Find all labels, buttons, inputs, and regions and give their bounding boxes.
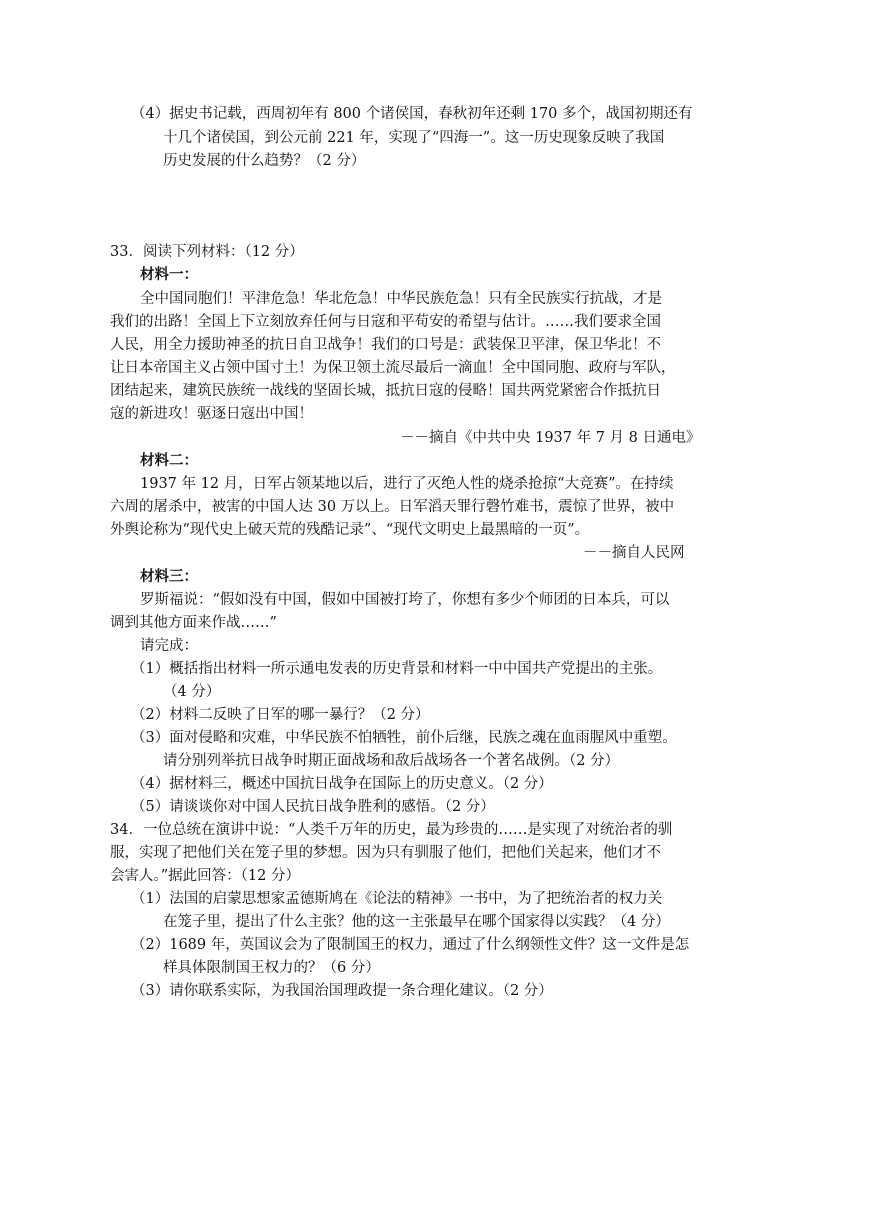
material-1-line: 让日本帝国主义占领中国寸土！为保卫领土流尽最后一滴血！全中国同胞、政府与军队， bbox=[110, 360, 676, 376]
q33-subquestion-3-cont: 请分别列举抗日战争时期正面战场和敌后战场各一个著名战例。（2 分） bbox=[163, 753, 620, 769]
material-3-line: 罗斯福说：“假如没有中国，假如中国被打垮了，你想有多少个师团的日本兵，可以 bbox=[140, 592, 670, 608]
material-1-line: 团结起来，建筑民族统一战线的坚固长城，抵抗日寇的侵略！国共两党紧密合作抵抗日 bbox=[110, 383, 661, 399]
material-1-line: 全中国同胞们！平津危急！华北危急！中华民族危急！只有全民族实行抗战，才是 bbox=[140, 291, 662, 307]
q33-subquestion-1: （1）概括指出材料一所示通电发表的历史背景和材料一中中国共产党提出的主张。 bbox=[131, 661, 663, 677]
material-3-title: 材料三： bbox=[140, 568, 198, 585]
q32-part4-line3: 历史发展的什么趋势？（2 分） bbox=[163, 153, 366, 169]
material-2-source: －－摘自人民网 bbox=[583, 545, 685, 561]
material-1-line: 我们的出路！全国上下立刻放弃任何与日寇和平苟安的希望与估计。……我们要求全国 bbox=[110, 314, 661, 330]
material-1-title: 材料一： bbox=[140, 266, 198, 283]
material-2-title: 材料二： bbox=[140, 452, 198, 469]
q33-subquestion-1-cont: （4 分） bbox=[163, 684, 221, 700]
material-2-line: 六周的屠杀中，被害的中国人达 30 万以上。日军滔天罪行磬竹难书，震惊了世界，被中 bbox=[110, 499, 675, 515]
q33-subquestion-3: （3）面对侵略和灾难，中华民族不怕牺牲，前仆后继，民族之魂在血雨腥风中重塑。 bbox=[131, 730, 677, 746]
q34-intro-line: 34．一位总统在演讲中说：“人类千万年的历史，最为珍贵的……是实现了对统治者的驯 bbox=[110, 822, 673, 838]
q32-part4-line2: 十几个诸侯国，到公元前 221 年，实现了“四海一”。这一历史现象反映了我国 bbox=[163, 130, 665, 146]
material-3-line: 调到其他方面来作战……” bbox=[110, 615, 277, 631]
material-2-line: 外舆论称为“现代史上破天荒的残酷记录”、“现代文明史上最黑暗的一页”。 bbox=[110, 522, 590, 538]
q34-intro-line: 服，实现了把他们关在笼子里的梦想。因为只有驯服了他们，把他们关起来，他们才不 bbox=[110, 845, 661, 861]
material-1-line: 寇的新进攻！驱逐日寇出中国！ bbox=[110, 406, 313, 422]
q34-subquestion-2-cont: 样具体限制国王权力的？（6 分） bbox=[163, 960, 380, 976]
material-1-line: 人民，用全力援助神圣的抗日自卫战争！我们的口号是：武装保卫平津，保卫华北！不 bbox=[110, 337, 661, 353]
q34-subquestion-2: （2）1689 年，英国议会为了限制国王的权力，通过了什么纲领性文件？这一文件是怎 bbox=[131, 937, 690, 953]
q33-subquestion-2: （2）材料二反映了日军的哪一暴行？（2 分） bbox=[131, 707, 430, 723]
material-2-line: 1937 年 12 月，日军占领某地以后，进行了灭绝人性的烧杀抢掠“大竞赛”。在持续 bbox=[140, 476, 674, 492]
instruction-text: 请完成： bbox=[140, 638, 198, 654]
q33-subquestion-4: （4）据材料三，概述中国抗日战争在国际上的历史意义。（2 分） bbox=[131, 776, 553, 792]
q32-part4-line1: （4）据史书记载，西周初年有 800 个诸侯国，春秋初年还剩 170 多个，战国初期还有 bbox=[131, 106, 693, 122]
q33-header: 33．阅读下列材料：（12 分） bbox=[110, 244, 304, 260]
q34-subquestion-1: （1）法国的启蒙思想家孟德斯鸠在《论法的精神》一书中，为了把统治者的权力关 bbox=[131, 891, 663, 907]
q34-subquestion-1-cont: 在笼子里，提出了什么主张？他的这一主张最早在哪个国家得以实践？（4 分） bbox=[163, 914, 670, 930]
material-1-source: －－摘自《中共中央 1937 年 7 月 8 日通电》 bbox=[400, 430, 701, 446]
q33-subquestion-5: （5）请谈谈你对中国人民抗日战争胜利的感悟。（2 分） bbox=[131, 799, 495, 815]
q34-intro-line: 会害人。”据此回答：（12 分） bbox=[110, 868, 300, 884]
q34-subquestion-3: （3）请你联系实际，为我国治国理政提一条合理化建议。（2 分） bbox=[131, 983, 553, 999]
